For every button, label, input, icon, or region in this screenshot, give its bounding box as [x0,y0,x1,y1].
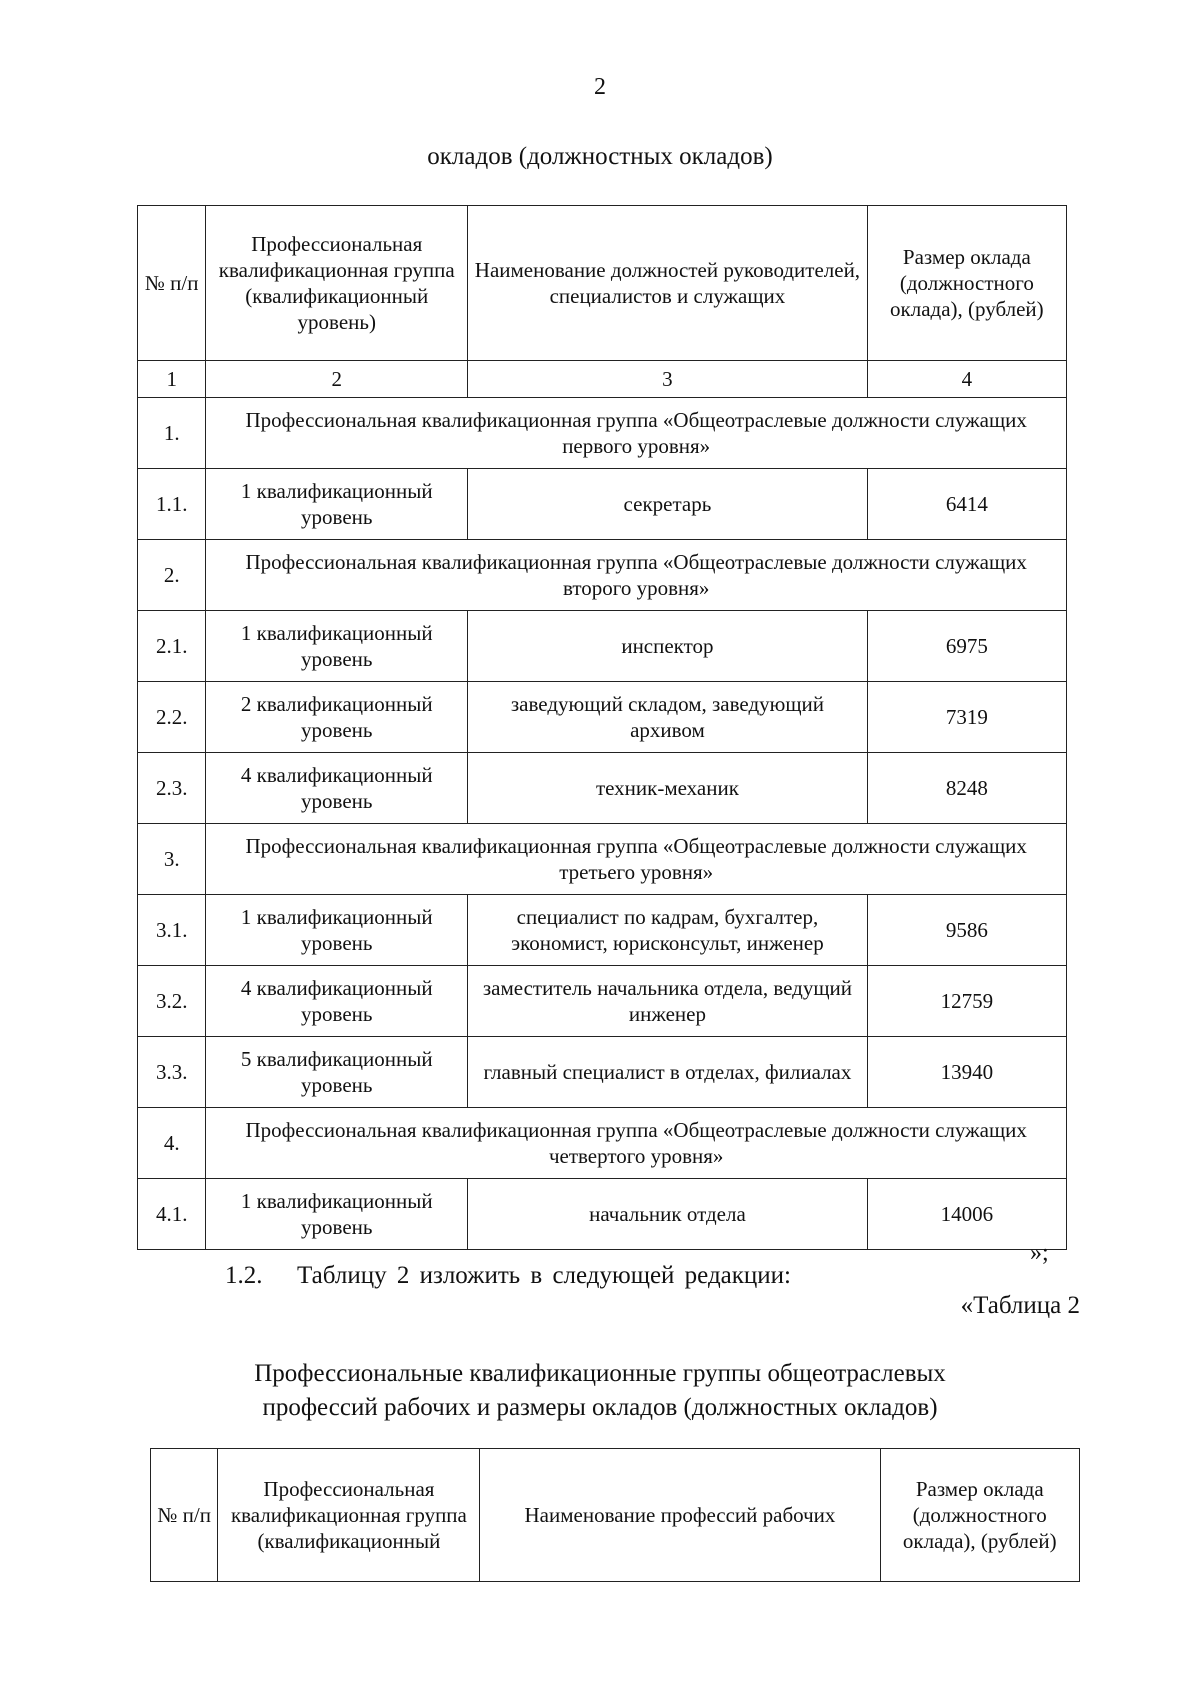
closing-quote-mark: »; [1030,1240,1049,1266]
row-number: 2.3. [138,753,206,824]
qualification-level: 4 квалификационный уровень [206,753,468,824]
table-row [138,895,1067,966]
table-row [138,753,1067,824]
table-row [138,1037,1067,1108]
group-number: 4. [138,1108,206,1179]
amendment-text: Таблицу 2 изложить в следующей редакции: [297,1262,791,1289]
column-index: 2 [206,361,468,398]
salary-value: 6414 [867,469,1066,540]
qualification-level: 1 квалификационный уровень [206,611,468,682]
row-number: 2.2. [138,682,206,753]
column-index: 4 [867,361,1066,398]
position-name: специалист по кадрам, бухгалтер, экономист, юрисконсульт, инженер [468,895,868,966]
qualification-level: 5 квалификационный уровень [206,1037,468,1108]
row-number: 4.1. [138,1179,206,1250]
table1-heading: окладов (должностных окладов) [427,143,773,170]
salary-value: 13940 [867,1037,1066,1108]
table-row [138,966,1067,1037]
salary-value: 7319 [867,682,1066,753]
table2-heading-line: профессий рабочих и размеры окладов (должностных окладов) [262,1394,938,1421]
table-label: «Таблица 2 [960,1292,1080,1319]
qualification-level: 4 квалификационный уровень [206,966,468,1037]
position-name: инспектор [468,611,868,682]
amendment-number: 1.2. [225,1262,263,1289]
table-header-row [138,206,1067,361]
position-name: заведующий складом, заведующий архивом [468,682,868,753]
position-name: начальник отдела [468,1179,868,1250]
group-row [138,1108,1067,1179]
qualification-level: 1 квалификационный уровень [206,1179,468,1250]
column-index-row [138,361,1067,398]
column-index: 1 [138,361,206,398]
table-header-row [151,1449,1080,1582]
table2-heading-line: Профессиональные квалификационные группы общеотраслевых [254,1360,946,1387]
position-name: главный специалист в отделах, филиалах [468,1037,868,1108]
header-group: Профессиональная квалификационная группа (квалификационный уровень) [206,206,468,361]
table-row [138,611,1067,682]
position-name: заместитель начальника отдела, ведущий инженер [468,966,868,1037]
row-number: 3.2. [138,966,206,1037]
header-num: № п/п [151,1449,218,1582]
group-number: 1. [138,398,206,469]
group-title: Профессиональная квалификационная группа «Общеотраслевые должности служащих первого уровня» [206,398,1067,469]
salary-value: 8248 [867,753,1066,824]
header-num: № п/п [138,206,206,361]
header-salary: Размер оклада (должностного оклада), (рублей) [867,206,1066,361]
header-salary: Размер оклада (должностного оклада), (рублей) [880,1449,1080,1582]
salary-table-positions [137,205,1067,1250]
header-group: Профессиональная квалификационная группа (квалификационный [218,1449,480,1582]
table-row [138,1179,1067,1250]
table-row [138,469,1067,540]
group-row [138,398,1067,469]
row-number: 3.1. [138,895,206,966]
salary-value: 9586 [867,895,1066,966]
row-number: 1.1. [138,469,206,540]
group-number: 3. [138,824,206,895]
row-number: 2.1. [138,611,206,682]
header-name: Наименование профессий рабочих [480,1449,880,1582]
group-row [138,540,1067,611]
amendment-item [225,1262,791,1290]
group-row [138,824,1067,895]
salary-value: 6975 [867,611,1066,682]
group-title: Профессиональная квалификационная группа «Общеотраслевые должности служащих второго уровня» [206,540,1067,611]
group-title: Профессиональная квалификационная группа «Общеотраслевые должности служащих четвертого уровня» [206,1108,1067,1179]
salary-value: 12759 [867,966,1066,1037]
qualification-level: 1 квалификационный уровень [206,469,468,540]
group-number: 2. [138,540,206,611]
qualification-level: 1 квалификационный уровень [206,895,468,966]
table2-heading [0,1357,1200,1425]
salary-value: 14006 [867,1179,1066,1250]
qualification-level: 2 квалификационный уровень [206,682,468,753]
page-number: 2 [594,74,606,100]
position-name: секретарь [468,469,868,540]
row-number: 3.3. [138,1037,206,1108]
salary-table-workers [150,1448,1080,1582]
header-name: Наименование должностей руководителей, специалистов и служащих [468,206,868,361]
table-row [138,682,1067,753]
position-name: техник-механик [468,753,868,824]
column-index: 3 [468,361,868,398]
group-title: Профессиональная квалификационная группа «Общеотраслевые должности служащих третьего уровня» [206,824,1067,895]
